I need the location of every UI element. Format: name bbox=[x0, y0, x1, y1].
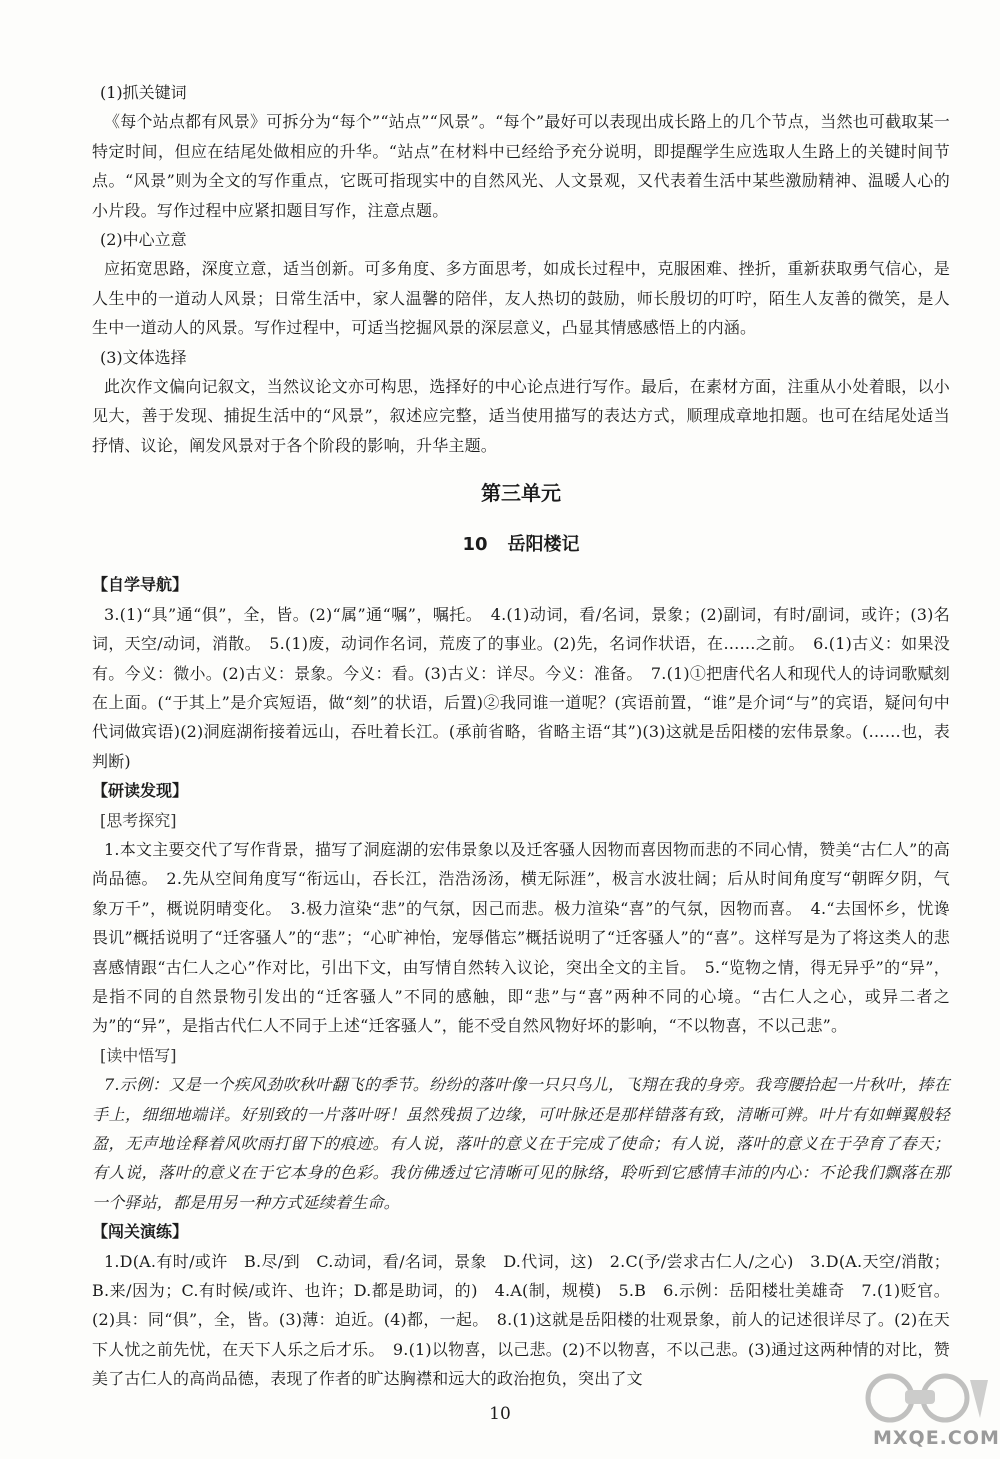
lesson-title bbox=[92, 530, 950, 560]
section-text-chuangguan: 1.D(A.有时/或许 B.尽/到 C.动词，看/名词，景象 D.代词，这) 2.C(予/尝求古仁人/之心) 3.D(A.天空/消散；B.来/因为；C.有时候/或许、也许；D.都是助词，的) 4.A(制，规模) 5.B 6.示例：岳阳楼壮美雄奇 7.(1)贬官。(2)具：同“俱”，全，皆。(3)薄：迫近。(4)都，一起。 8.(1)这就是岳阳楼的壮观景象，前人的记述很详尽了。(2)在天下人忧之前先忧，在天下人乐之后才乐。 9.(1)以物喜，以己悲。(2)不以物喜，不以己悲。(3)通过这两种情的对比，赞美了古仁人的高尚品德，表现了作者的旷达胸襟和远大的政治抱负，突出了文 bbox=[92, 1251, 950, 1389]
section-text-zixue: 3.(1)“具”通“俱”，全，皆。(2)“属”通“嘱”，嘱托。 4.(1)动词，看/名词，景象；(2)副词，有时/副词，或许；(3)名词，天空/动词，消散。 5.(1)废，动词作名词，荒废了的事业。(2)先，名词作状语，在……之前。 6.(1)古义：如果没有。今义：微小。(2)古义：景象。今义：看。(3)古义：详尽。今义：准备。 7.(1)①把唐代名人和现代人的诗词歌赋刻在上面。(“于其上”是介宾短语，做“刻”的状语，后置)②我同谁一道呢？(宾语前置，“谁”是介词“与”的宾语，疑问句中代词做宾语)(2)洞庭湖衔接着远山，吞吐着长江。(承前省略，省略主语“其”)(3)这就是岳阳楼的宏伟景象。(……也，表判断) bbox=[92, 604, 950, 771]
lesson-name: 岳阳楼记 bbox=[507, 534, 580, 556]
subsection-text-sikao: 1.本文主要交代了写作背景，描写了洞庭湖的宏伟景象以及迁客骚人因物而喜因物而悲的不同心情，赞美“古仁人”的高尚品德。 2.先从空间角度写“衔远山，吞长江，浩浩汤汤，横无际涯”，极言水波壮阔；后从时间角度写“朝晖夕阴，气象万千”，概说阴晴变化。 3.极力渲染“悲”的气氛，因己而悲。极力渲染“喜”的气氛，因物而喜。 4.“去国怀乡，忧谗畏讥”概括说明了“迁客骚人”的“悲”；“心旷神怡，宠辱偕忘”概括说明了“迁客骚人”的“喜”。这样写是为了将这类人的悲喜感情跟“古仁人之心”作对比，引出下文，由写情自然转入议论，突出全文的主旨。 5.“览物之情，得无异乎”的“异”，是指不同的自然景物引发出的“迁客骚人”不同的感触，即“悲”与“喜”两种不同的心境。“古仁人之心，或异二者之为”的“异”，是指古代仁人不同于上述“迁客骚人”，能不受自然风物好坏的影响，“不以物喜，不以己悲”。 bbox=[92, 839, 950, 1036]
intro-heading-theme: (2)中心立意 bbox=[100, 230, 187, 250]
subsection-heading-duzhong: [读中悟写] bbox=[100, 1045, 177, 1065]
section-heading-yandu: 【研读发现】 bbox=[92, 781, 189, 801]
section-heading-zixue: 【自学导航】 bbox=[92, 575, 189, 595]
intro-heading-genre: (3)文体选择 bbox=[100, 347, 187, 367]
subsection-heading-sikao: [思考探究] bbox=[100, 810, 177, 830]
subsection-text-duzhong: 7.示例：又是一个疾风劲吹秋叶翻飞的季节。纷纷的落叶像一只只鸟儿，飞翔在我的身旁。我弯腰拾起一片秋叶，捧在手上，细细地端详。好别致的一片落叶呀！虽然残损了边缘，可叶脉还是那样错落有致，清晰可辨。叶片有如蝉翼般轻盈，无声地诠释着风吹雨打留下的痕迹。有人说，落叶的意义在于完成了使命；有人说，落叶的意义在于孕育了春天；有人说，落叶的意义在于它本身的色彩。我仿佛透过它清晰可见的脉络，聆听到它感情丰沛的内心：不论我们飘落在那一个驿站，都是用另一种方式延续着生命。 bbox=[92, 1075, 950, 1212]
intro-paragraph-theme: 应拓宽思路，深度立意，适当创新。可多角度、多方面思考，如成长过程中，克服困难、挫折，重新获取勇气信心，是人生中的一道动人风景；日常生活中，家人温馨的陪伴，友人热切的鼓励，师长殷切的叮咛，陌生人友善的微笑，是人生中一道动人的风景。写作过程中，可适当挖掘风景的深层意义，凸显其情感感悟上的内涵。 bbox=[92, 259, 950, 338]
intro-paragraph-genre: 此次作文偏向记叙文，当然议论文亦可构思，选择好的中心论点进行写作。最后，在素材方面，注重从小处着眼，以小见大，善于发现、捕捉生活中的“风景”，叙述应完整，适当使用描写的表达方式，顺理成章地扣题。也可在结尾处适当抒情、议论，阐发风景对于各个阶段的影响，升华主题。 bbox=[92, 377, 950, 455]
section-heading-chuangguan: 【闯关演练】 bbox=[92, 1222, 189, 1242]
unit-title: 第三单元 bbox=[481, 481, 561, 506]
intro-heading-keywords: (1)抓关键词 bbox=[100, 83, 187, 102]
watermark-text: MXQE.COM bbox=[873, 1427, 1000, 1449]
page-content bbox=[92, 78, 950, 1394]
intro-paragraph-keywords: 《每个站点都有风景》可拆分为“每个”“站点”“风景”。“每个”最好可以表现出成长路上的几个节点，当然也可截取某一特定时间，但应在结尾处做相应的升华。“站点”在材料中已经给予充分说明，即提醒学生应选取人生路上的关键时间节点。“风景”则为全文的写作重点，它既可指现实中的自然风光、人文景观，又代表着生活中某些激励精神、温暖人心的小片段。写作过程中应紧扣题目写作，注意点题。 bbox=[92, 112, 950, 220]
page-number: 10 bbox=[489, 1404, 511, 1424]
lesson-number: 10 bbox=[462, 534, 488, 556]
